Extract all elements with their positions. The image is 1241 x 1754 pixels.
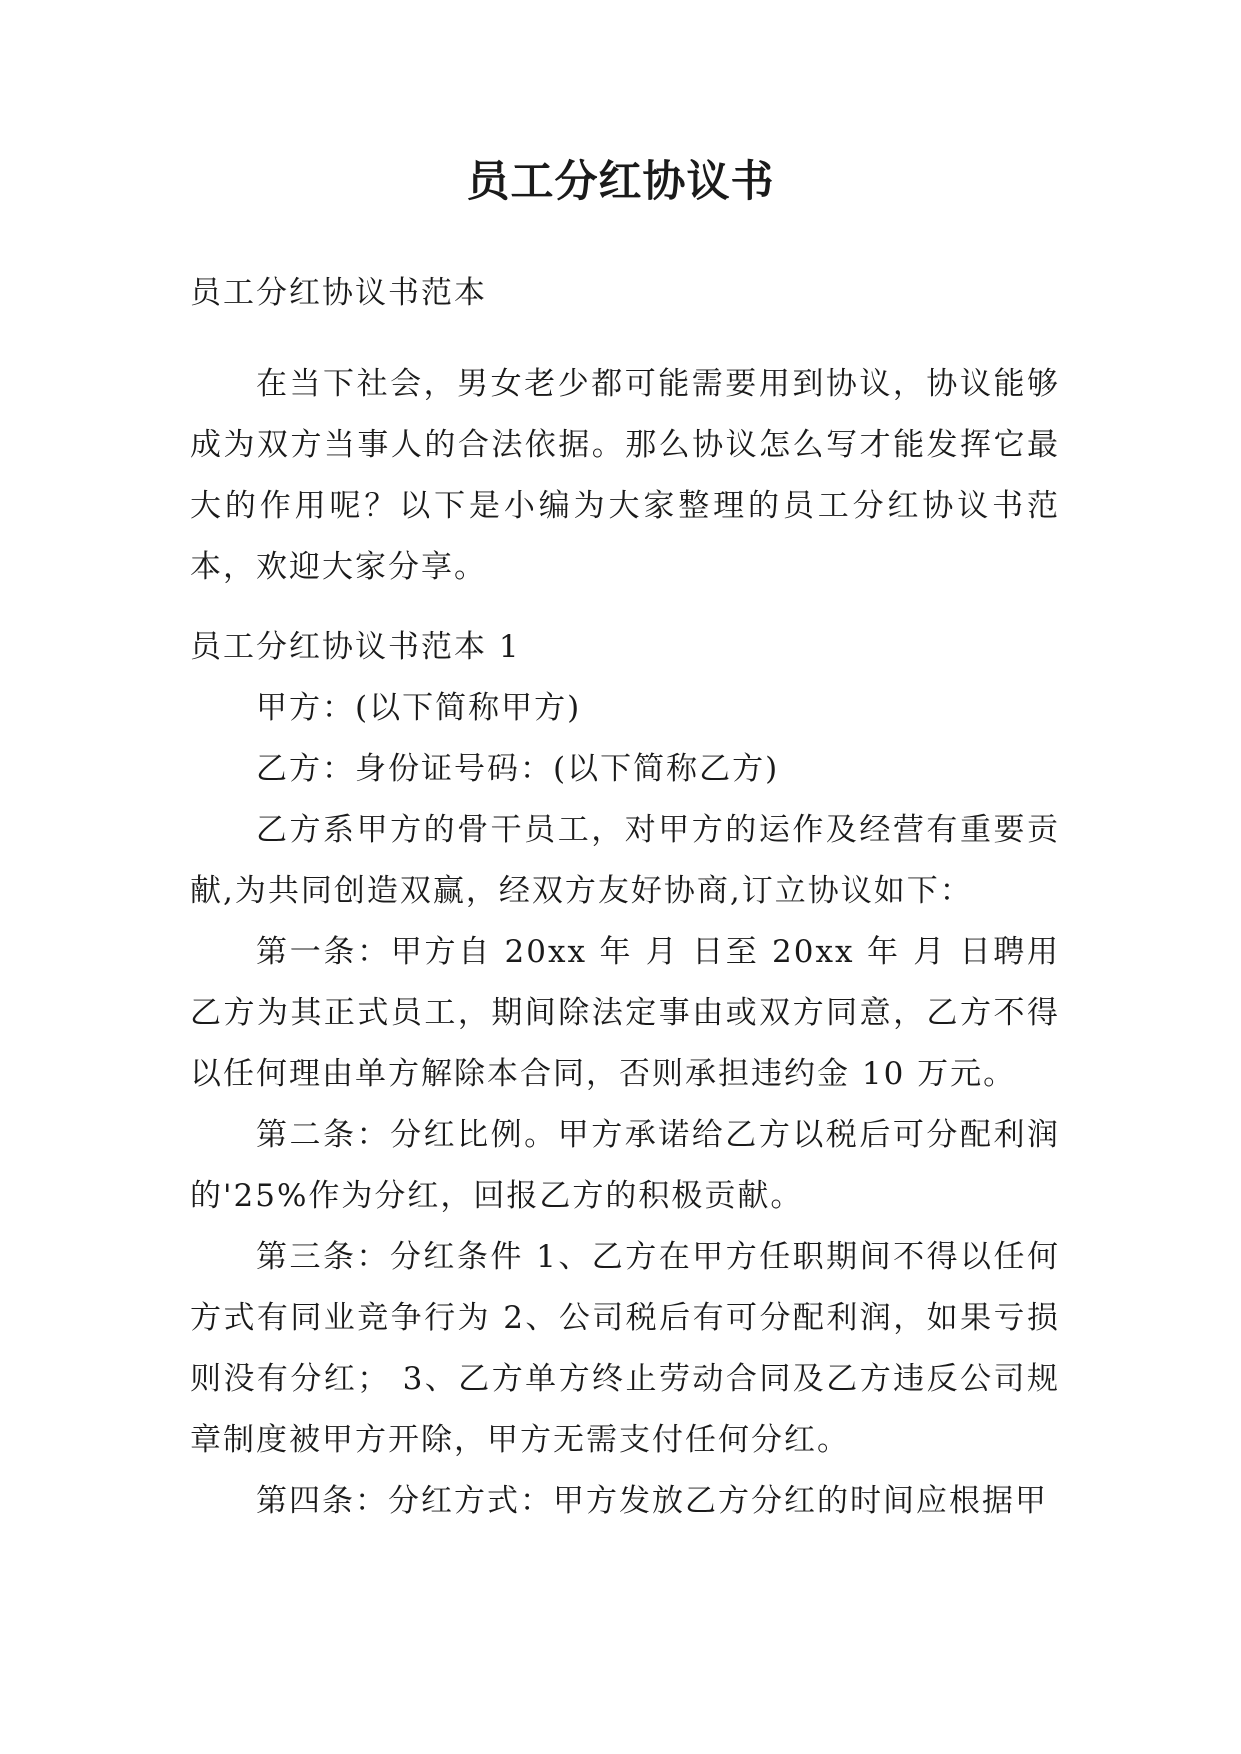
party-b-line: 乙方：身份证号码：(以下简称乙方) [256, 751, 780, 787]
party-a-line: 甲方：(以下简称甲方) [256, 690, 582, 726]
agreement-body [190, 617, 1060, 1532]
intro-block [190, 354, 1060, 598]
intro-paragraph: 在当下社会，男女老少都可能需要用到协议，协议能够成为双方当事人的合法依据。那么协议怎么写才能发挥它最大的作用呢？以下是小编为大家整理的员工分红协议书范本，欢迎大家分享。 [190, 366, 1060, 585]
article-4-paragraph: 第四条：分红方式：甲方发放乙方分红的时间应根据甲 [256, 1483, 1048, 1519]
preamble-paragraph: 乙方系甲方的骨干员工，对甲方的运作及经营有重要贡献,为共同创造双赢，经双方友好协商,订立协议如下： [190, 812, 1060, 909]
section-heading: 员工分红协议书范本 1 [190, 629, 521, 665]
article-1-paragraph: 第一条：甲方自 20xx 年 月 日至 20xx 年 月 日聘用乙方为其正式员工，期间除法定事由或双方同意，乙方不得以任何理由单方解除本合同，否则承担违约金 10 万元。 [190, 934, 1060, 1092]
document-subtitle-block [190, 263, 1060, 324]
document-title: 员工分红协议书 [466, 157, 775, 207]
article-3-paragraph: 第三条：分红条件 1、乙方在甲方任职期间不得以任何方式有同业竞争行为 2、公司税后有可分配利润，如果亏损则没有分红； 3、乙方单方终止劳动合同及乙方违反公司规章制度被甲方开除，甲方无需支付任何分红。 [190, 1239, 1060, 1458]
article-2-paragraph: 第二条：分红比例。甲方承诺给乙方以税后可分配利润的'25%作为分红，回报乙方的积极贡献。 [190, 1117, 1060, 1214]
document-subtitle: 员工分红协议书范本 [190, 275, 487, 311]
